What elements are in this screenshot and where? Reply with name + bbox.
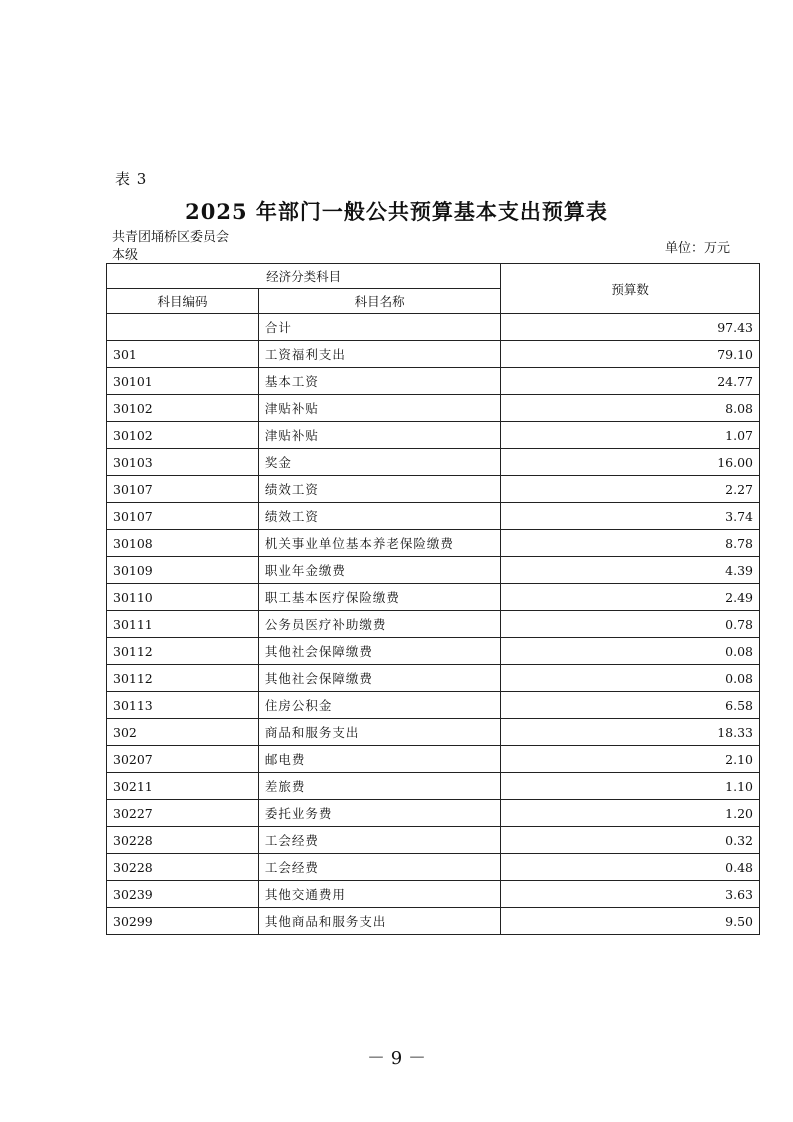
subject-name-cell: 公务员医疗补助缴费 <box>258 611 500 638</box>
subject-name-cell: 住房公积金 <box>258 692 500 719</box>
budget-amount-cell: 6.58 <box>501 692 760 719</box>
subject-code-cell: 30111 <box>107 611 259 638</box>
subject-name-cell: 绩效工资 <box>258 476 500 503</box>
budget-amount-cell: 2.10 <box>501 746 760 773</box>
subject-code-cell: 30299 <box>107 908 259 935</box>
table-row <box>107 881 760 908</box>
budget-amount-cell: 1.10 <box>501 773 760 800</box>
budget-amount-cell: 0.48 <box>501 854 760 881</box>
subject-code-cell: 30239 <box>107 881 259 908</box>
budget-amount-cell: 0.08 <box>501 638 760 665</box>
header-subject-name: 科目名称 <box>258 289 500 314</box>
budget-amount-cell: 24.77 <box>501 368 760 395</box>
subject-name-cell: 其他社会保障缴费 <box>258 665 500 692</box>
budget-amount-cell: 8.08 <box>501 395 760 422</box>
subject-code-cell: 30108 <box>107 530 259 557</box>
subject-name-cell: 津贴补贴 <box>258 422 500 449</box>
subject-name-cell: 其他社会保障缴费 <box>258 638 500 665</box>
subject-code-cell: 30211 <box>107 773 259 800</box>
subject-name-cell: 基本工资 <box>258 368 500 395</box>
subject-name-cell: 职业年金缴费 <box>258 557 500 584</box>
table-row <box>107 530 760 557</box>
budget-amount-cell: 16.00 <box>501 449 760 476</box>
organization-level: 本级 <box>112 248 139 263</box>
subject-name-cell: 委托业务费 <box>258 800 500 827</box>
subject-code-cell: 30112 <box>107 638 259 665</box>
table-row <box>107 476 760 503</box>
subject-code-cell: 30109 <box>107 557 259 584</box>
table-row <box>107 746 760 773</box>
header-subject-code: 科目编码 <box>107 289 259 314</box>
subject-code-cell: 30228 <box>107 854 259 881</box>
budget-amount-cell: 18.33 <box>501 719 760 746</box>
budget-amount-cell: 8.78 <box>501 530 760 557</box>
budget-amount-cell: 3.74 <box>501 503 760 530</box>
subject-name-cell: 其他交通费用 <box>258 881 500 908</box>
subject-code-cell: 301 <box>107 341 259 368</box>
table-row <box>107 611 760 638</box>
table-row <box>107 341 760 368</box>
budget-amount-cell: 0.32 <box>501 827 760 854</box>
table-body <box>107 314 760 935</box>
subject-code-cell: 30107 <box>107 476 259 503</box>
table-row <box>107 557 760 584</box>
subject-name-cell: 工资福利支出 <box>258 341 500 368</box>
subject-code-cell <box>107 314 259 341</box>
header-row-group <box>107 264 760 289</box>
subject-code-cell: 30110 <box>107 584 259 611</box>
subject-name-cell: 邮电费 <box>258 746 500 773</box>
budget-amount-cell: 0.78 <box>501 611 760 638</box>
subject-name-cell: 职工基本医疗保险缴费 <box>258 584 500 611</box>
budget-amount-cell: 3.63 <box>501 881 760 908</box>
subject-name-cell: 津贴补贴 <box>258 395 500 422</box>
budget-amount-cell: 9.50 <box>501 908 760 935</box>
budget-table <box>106 263 760 935</box>
subject-name-cell: 商品和服务支出 <box>258 719 500 746</box>
subject-code-cell: 30228 <box>107 827 259 854</box>
table-row <box>107 584 760 611</box>
subject-code-cell: 30102 <box>107 395 259 422</box>
budget-amount-cell: 97.43 <box>501 314 760 341</box>
subject-code-cell: 30107 <box>107 503 259 530</box>
table-row <box>107 665 760 692</box>
subject-name-cell: 工会经费 <box>258 854 500 881</box>
subject-code-cell: 302 <box>107 719 259 746</box>
subject-code-cell: 30102 <box>107 422 259 449</box>
subject-code-cell: 30207 <box>107 746 259 773</box>
budget-amount-cell: 0.08 <box>501 665 760 692</box>
budget-amount-cell: 4.39 <box>501 557 760 584</box>
header-economic-classification: 经济分类科目 <box>107 264 501 289</box>
subject-name-cell: 机关事业单位基本养老保险缴费 <box>258 530 500 557</box>
subject-code-cell: 30113 <box>107 692 259 719</box>
subject-name-cell: 工会经费 <box>258 827 500 854</box>
table-row <box>107 368 760 395</box>
page-number: － 9 － <box>367 1048 426 1069</box>
table-row <box>107 827 760 854</box>
budget-amount-cell: 79.10 <box>501 341 760 368</box>
subject-code-cell: 30103 <box>107 449 259 476</box>
header-budget-amount: 预算数 <box>501 264 760 314</box>
table-row <box>107 908 760 935</box>
subject-code-cell: 30112 <box>107 665 259 692</box>
table-row <box>107 638 760 665</box>
table-row <box>107 854 760 881</box>
table-row <box>107 395 760 422</box>
subject-name-cell: 合计 <box>258 314 500 341</box>
subject-name-cell: 绩效工资 <box>258 503 500 530</box>
table-row <box>107 773 760 800</box>
organization-name: 共青团埇桥区委员会 <box>112 230 230 245</box>
subject-name-cell: 奖金 <box>258 449 500 476</box>
table-row <box>107 422 760 449</box>
budget-amount-cell: 2.49 <box>501 584 760 611</box>
unit-label: 单位：万元 <box>664 241 730 256</box>
budget-amount-cell: 1.20 <box>501 800 760 827</box>
subject-code-cell: 30227 <box>107 800 259 827</box>
budget-amount-cell: 1.07 <box>501 422 760 449</box>
table-row <box>107 503 760 530</box>
table-row <box>107 800 760 827</box>
table-row <box>107 692 760 719</box>
table-row <box>107 719 760 746</box>
table-row <box>107 449 760 476</box>
subject-name-cell: 差旅费 <box>258 773 500 800</box>
document-title: 2025 年部门一般公共预算基本支出预算表 <box>185 199 608 224</box>
subject-code-cell: 30101 <box>107 368 259 395</box>
budget-amount-cell: 2.27 <box>501 476 760 503</box>
table-row <box>107 314 760 341</box>
table-label: 表 3 <box>115 170 148 188</box>
subject-name-cell: 其他商品和服务支出 <box>258 908 500 935</box>
